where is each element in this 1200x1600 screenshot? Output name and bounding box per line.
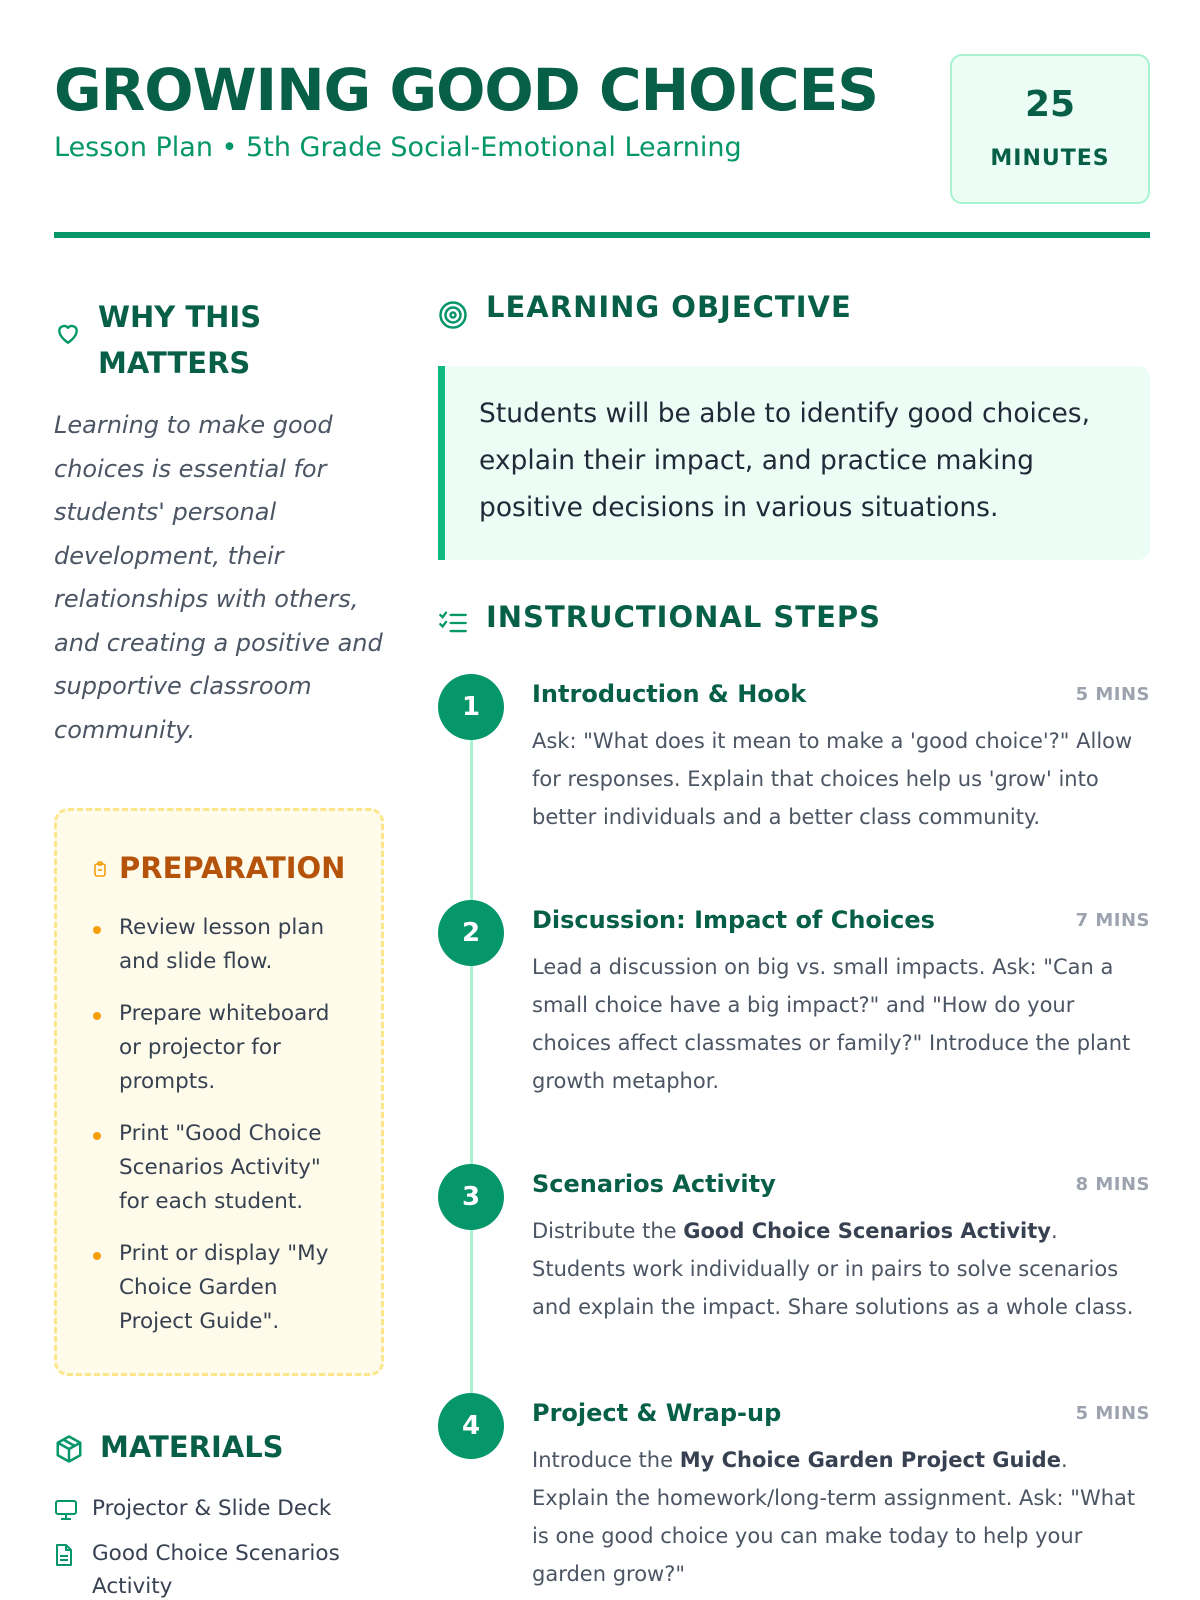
why-section bbox=[54, 290, 384, 752]
clipboard-icon bbox=[93, 861, 107, 881]
objective-heading bbox=[438, 290, 1150, 338]
document-icon bbox=[54, 1543, 74, 1577]
list-item bbox=[93, 997, 343, 1099]
step-number: 1 bbox=[438, 674, 504, 740]
step-title: Introduction & Hook bbox=[532, 680, 807, 708]
desc-text: . Explain the homework/long-term assignment. Ask: "What is one good choice you can make today to help your garden grow?" bbox=[532, 1448, 1136, 1586]
step-title: Discussion: Impact of Choices bbox=[532, 906, 935, 934]
material-label: Projector & Slide Deck bbox=[92, 1496, 332, 1521]
materials-section bbox=[54, 1430, 394, 1600]
list-item bbox=[54, 1537, 394, 1600]
desc-text: Distribute the bbox=[532, 1219, 684, 1243]
prep-item-text: Print or display "My Choice Garden Project Guide". bbox=[119, 1241, 329, 1334]
why-heading-label: WHY THIS MATTERS bbox=[98, 300, 262, 380]
materials-heading-label: MATERIALS bbox=[100, 1430, 284, 1464]
target-icon bbox=[438, 300, 468, 334]
bullet-icon bbox=[93, 1012, 101, 1020]
steps-heading bbox=[438, 600, 1150, 648]
monitor-icon bbox=[54, 1498, 78, 1531]
desc-emphasis: My Choice Garden Project Guide bbox=[679, 1448, 1061, 1472]
bullet-icon bbox=[93, 1252, 101, 1260]
objective-heading-label: LEARNING OBJECTIVE bbox=[486, 290, 852, 324]
desc-text: Introduce the bbox=[532, 1448, 680, 1472]
objective-box bbox=[438, 366, 1150, 560]
step-number: 2 bbox=[438, 900, 504, 966]
desc-text: . Students work individually or in pairs to solve scenarios and explain the impact. Share solutions as a whole class. bbox=[532, 1219, 1134, 1319]
material-label: Good Choice Scenarios Activity bbox=[92, 1541, 340, 1599]
prep-item-text: Review lesson plan and slide flow. bbox=[119, 915, 325, 974]
step-description: Ask: "What does it mean to make a 'good choice'?" Allow for responses. Explain that choices help us 'grow' into better individuals and a better class community. bbox=[532, 729, 1133, 829]
step-duration: 8 MINS bbox=[1075, 1174, 1150, 1195]
checklist-icon bbox=[438, 610, 468, 640]
step-number: 3 bbox=[438, 1164, 504, 1230]
box-icon bbox=[54, 1434, 84, 1468]
step-duration: 5 MINS bbox=[1075, 684, 1150, 705]
list-item bbox=[54, 1492, 394, 1525]
heart-icon bbox=[54, 320, 82, 350]
prep-item-text: Prepare whiteboard or projector for prompts. bbox=[119, 1001, 330, 1094]
preparation-list bbox=[93, 911, 343, 1357]
step-description bbox=[532, 1212, 1150, 1326]
step-duration: 7 MINS bbox=[1075, 910, 1150, 931]
materials-heading bbox=[54, 1430, 394, 1474]
header bbox=[54, 50, 1150, 240]
list-item bbox=[93, 911, 343, 979]
duration-unit: MINUTES bbox=[990, 146, 1110, 171]
bullet-icon bbox=[93, 926, 101, 934]
why-text: Learning to make good choices is essential for students' personal development, their relationships with others, and creating a positive and supportive classroom community. bbox=[54, 411, 383, 744]
list-item bbox=[93, 1117, 343, 1219]
step-title: Scenarios Activity bbox=[532, 1170, 776, 1198]
step-number: 4 bbox=[438, 1393, 504, 1459]
objective-section bbox=[438, 290, 1150, 523]
preparation-heading-label: PREPARATION bbox=[119, 851, 346, 885]
steps-section bbox=[438, 600, 1150, 1586]
prep-item-text: Print "Good Choice Scenarios Activity" for each student. bbox=[119, 1121, 322, 1214]
duration-value: 25 bbox=[1024, 84, 1076, 125]
steps-heading-label: INSTRUCTIONAL STEPS bbox=[486, 600, 882, 634]
why-heading bbox=[54, 290, 384, 386]
step-description: Lead a discussion on big vs. small impacts. Ask: "Can a small choice have a big impact?" and "How do your choices affect classmates or family?" Introduce the plant growth metaphor. bbox=[532, 955, 1131, 1093]
step-title: Project & Wrap-up bbox=[532, 1399, 782, 1427]
header-divider bbox=[54, 232, 1150, 238]
duration-badge bbox=[950, 54, 1150, 204]
preparation-box bbox=[54, 808, 384, 1376]
list-item bbox=[93, 1237, 343, 1339]
objective-text: Students will be able to identify good choices, explain their impact, and practice making positive decisions in various situations. bbox=[479, 398, 1091, 523]
step-description bbox=[532, 1441, 1150, 1593]
step-duration: 5 MINS bbox=[1075, 1403, 1150, 1424]
bullet-icon bbox=[93, 1132, 101, 1140]
materials-list bbox=[54, 1492, 394, 1600]
page-subtitle: Lesson Plan • 5th Grade Social-Emotional Learning bbox=[54, 132, 742, 163]
desc-emphasis: Good Choice Scenarios Activity bbox=[683, 1219, 1051, 1243]
page-title: GROWING GOOD CHOICES bbox=[54, 56, 878, 124]
